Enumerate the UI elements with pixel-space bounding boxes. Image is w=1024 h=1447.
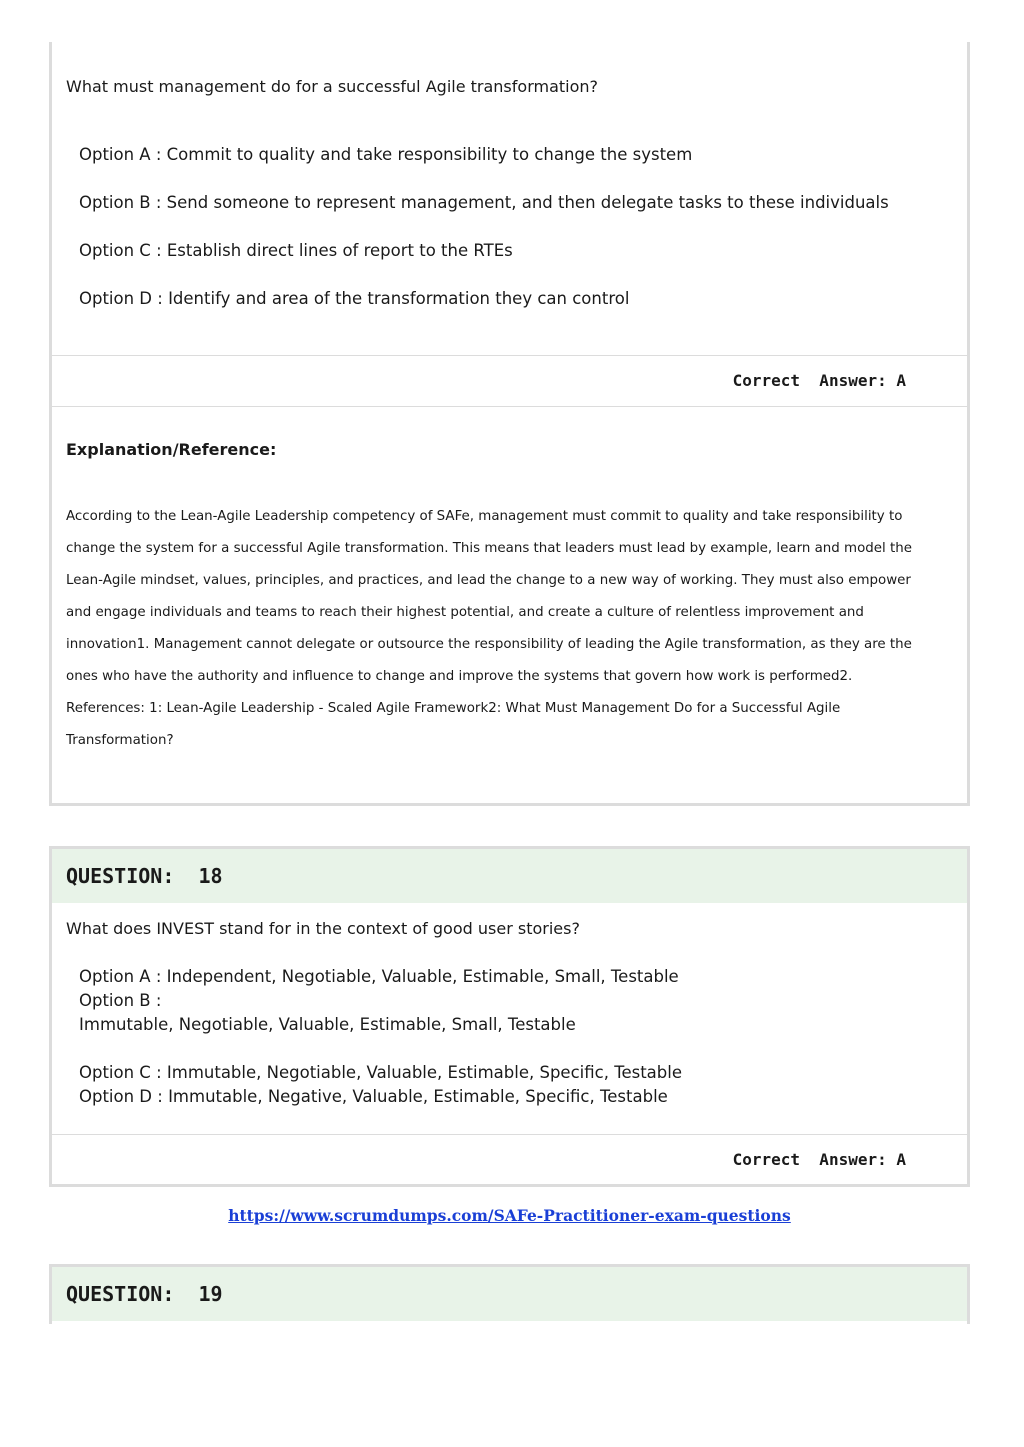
question-17-text: What must management do for a successful Agile transformation?: [66, 77, 599, 96]
question-18-option-a: Option A : Independent, Negotiable, Valuable, Estimable, Small, Testable: [79, 967, 679, 986]
question-18-option-b-text: Immutable, Negotiable, Valuable, Estimable, Small, Testable: [79, 1015, 576, 1034]
explanation-line: Transformation?: [66, 733, 174, 748]
question-17-option-d: Option D : Identify and area of the transformation they can control: [79, 289, 630, 308]
question-18-text: What does INVEST stand for in the context of good user stories?: [66, 919, 580, 938]
explanation-line: According to the Lean-Agile Leadership competency of SAFe, management must commit to quality and take responsibility to: [66, 509, 903, 524]
explanation-body: [66, 501, 951, 757]
exam-questions-link[interactable]: https://www.scrumdumps.com/SAFe-Practitioner-exam-questions: [228, 1206, 791, 1225]
question-19-title: QUESTION: 19: [66, 1282, 223, 1306]
divider: [52, 406, 967, 407]
question-17-card: [49, 42, 970, 806]
question-18-header: [52, 849, 967, 903]
question-18-option-d: Option D : Immutable, Negative, Valuable, Estimable, Specific, Testable: [79, 1087, 668, 1106]
question-18-title: QUESTION: 18: [66, 864, 223, 888]
question-18-option-b: Option B :: [79, 991, 162, 1010]
explanation-heading: Explanation/Reference:: [66, 440, 277, 459]
question-19-header: [52, 1267, 967, 1321]
question-17-option-b: Option B : Send someone to represent management, and then delegate tasks to these individuals: [79, 193, 889, 212]
divider: [52, 1134, 967, 1135]
explanation-line: Lean-Agile mindset, values, principles, and practices, and lead the change to a new way of working. They must also empower: [66, 573, 911, 588]
explanation-line: innovation1. Management cannot delegate or outsource the responsibility of leading the Agile transformation, as they are the: [66, 637, 912, 652]
question-18-card: [49, 846, 970, 1187]
explanation-line: change the system for a successful Agile transformation. This means that leaders must lead by example, learn and model the: [66, 541, 912, 556]
question-17-correct-answer: Correct Answer: A: [732, 371, 906, 390]
question-17-option-a: Option A : Commit to quality and take responsibility to change the system: [79, 145, 693, 164]
question-18-correct-answer: Correct Answer: A: [732, 1150, 906, 1169]
question-18-option-c: Option C : Immutable, Negotiable, Valuable, Estimable, Specific, Testable: [79, 1063, 683, 1082]
explanation-line: References: 1: Lean-Agile Leadership - Scaled Agile Framework2: What Must Management Do for a Successful Agile: [66, 701, 841, 716]
explanation-line: ones who have the authority and influence to change and improve the systems that govern how work is performed2.: [66, 669, 853, 684]
question-19-card: [49, 1264, 970, 1324]
explanation-line: and engage individuals and teams to reach their highest potential, and create a culture of relentless improvement and: [66, 605, 864, 620]
divider: [52, 355, 967, 356]
question-17-option-c: Option C : Establish direct lines of report to the RTEs: [79, 241, 513, 260]
